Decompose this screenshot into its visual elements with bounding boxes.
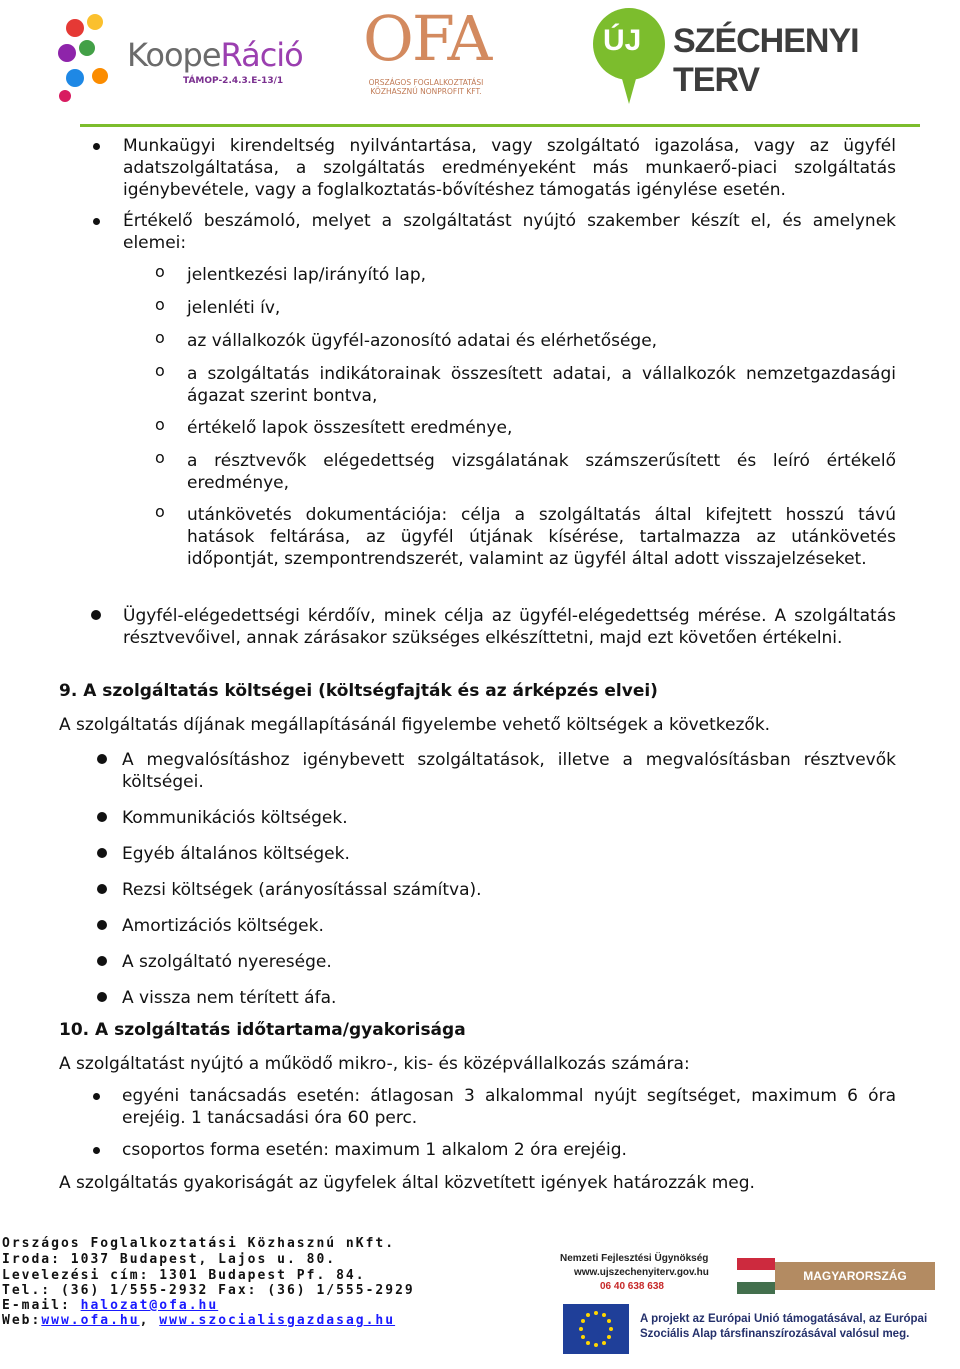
footer-email-row [2, 1298, 218, 1313]
list-item: Ügyfél-elégedettségi kérdőív, minek célja az ügyfél-elégedettség mérése. A szolgáltatás résztvevőivel, annak zárásakor szükséges elkészíttetni, majd ezt követően értékelni. [123, 606, 896, 648]
bullet-icon [97, 848, 107, 858]
list-item: egyéni tanácsadás esetén: átlagosan 3 alkalommal nyújt segítséget, maximum 6 óra erejéig. 1 tanácsadási óra 60 perc. [122, 1086, 896, 1128]
ring-bullet-icon: o [155, 502, 165, 521]
magyarorszag-megujul-banner: MAGYARORSZÁG MEGÚJUL [775, 1262, 935, 1290]
bullet-icon [97, 884, 107, 894]
bullet-icon [93, 218, 100, 225]
page-footer [0, 1230, 960, 1369]
ofa-wordmark: OFA [363, 2, 491, 75]
list-item: Rezsi költségek (arányosítással számítva). [122, 880, 482, 900]
sub-list-item: az vállalkozók ügyfél-azonosító adatai és elérhetősége, [187, 331, 658, 351]
sub-list-item: a résztvevők elégedettség vizsgálatának számszerűsített és leíró értékelő eredménye, [187, 451, 896, 493]
bullet-icon [91, 610, 101, 620]
list-item: Munkaügyi kirendeltség nyilvántartása, vagy szolgáltató igazolása, vagy az ügyfél adatszolgáltatása, a szolgáltatás eredményeként más munkaerő-piaci szolgáltatás igénybevétele, vagy a foglalkoztatás-bővítéshez támogatás igénylése esetén. [123, 136, 896, 200]
bullet-icon [97, 754, 107, 764]
eu-flag-icon [563, 1304, 629, 1354]
nfu-url: www.ujszechenyiterv.gov.hu [574, 1267, 709, 1278]
nfu-title: Nemzeti Fejlesztési Ügynökség [560, 1253, 709, 1264]
ring-bullet-icon: o [155, 295, 165, 314]
ring-bullet-icon: o [155, 415, 165, 434]
sub-list-item: értékelő lapok összesített eredménye, [187, 418, 513, 438]
footer-email-link[interactable]: halozat@ofa.hu [80, 1298, 219, 1313]
kooperacio-logo [55, 8, 303, 108]
footer-web-link-szocialis[interactable]: www.szocialisgazdasag.hu [159, 1313, 396, 1328]
eu-support-text: A projekt az Európai Unió támogatásával, az Európai Szociális Alap társfinanszírozásával valósul meg. [640, 1313, 928, 1340]
footer-phone: Tel.: (36) 1/555-2932 Fax: (36) 1/555-2929 [2, 1283, 415, 1298]
footer-web-separator: , [139, 1313, 160, 1328]
hungary-flag-icon [737, 1258, 775, 1294]
szechenyi-terv-logo [593, 8, 923, 108]
szechenyi-uj: ÚJ [603, 24, 642, 57]
nfu-block [560, 1252, 709, 1294]
ring-bullet-icon: o [155, 361, 165, 380]
footer-email-label: E-mail: [2, 1298, 81, 1313]
list-item: Egyéb általános költségek. [122, 844, 350, 864]
section-heading: 10. A szolgáltatás időtartama/gyakorisága [59, 1020, 466, 1040]
ring-bullet-icon: o [155, 448, 165, 467]
footer-org: Országos Foglalkoztatási Közhasznú nKft. [2, 1236, 396, 1251]
section-intro: A szolgáltatás díjának megállapításánál figyelembe vehető költségek a következők. [59, 715, 771, 735]
sub-list-item: utánkövetés dokumentációja: célja a szolgáltatás által kifejtett hosszú távú hatások feltárása, az ügyfél útjának kísérése, tartalmazza az utánkövetés időpontját, szempontrendszerét, valamint az ügyfél által adott visszajelzéseket. [187, 505, 896, 569]
section-intro: A szolgáltatást nyújtó a működő mikro-, kis- és középvállalkozás számára: [59, 1054, 690, 1074]
bullet-icon [93, 1147, 100, 1154]
list-item: A megvalósításhoz igénybevett szolgáltatások, illetve a megvalósításban résztvevők költségei. [122, 750, 896, 792]
bullet-icon [97, 956, 107, 966]
footer-address: Iroda: 1037 Budapest, Lajos u. 80. [2, 1252, 337, 1267]
list-item: Értékelő beszámoló, melyet a szolgáltatást nyújtó szakember készít el, és amelynek elemei: [123, 211, 896, 253]
kooperacio-wordmark: KoopeRáció [127, 36, 303, 74]
bullet-icon [97, 992, 107, 1002]
footer-web-label: Web: [2, 1313, 42, 1328]
ofa-logo [355, 2, 495, 107]
sub-list-item: jelentkezési lap/irányító lap, [187, 265, 427, 285]
ofa-subtitle: ORSZÁGOS FOGLALKOZTATÁSI KÖZHASZNÚ NONPROFIT KFT. [368, 78, 484, 96]
footer-web-row [2, 1313, 395, 1328]
list-item: csoportos forma esetén: maximum 1 alkalom 2 óra erejéig. [122, 1140, 627, 1160]
bullet-icon [97, 812, 107, 822]
bullet-icon [93, 1093, 100, 1100]
footer-web-link-ofa[interactable]: www.ofa.hu [41, 1313, 140, 1328]
stars-icon [55, 8, 125, 108]
list-item: Kommunikációs költségek. [122, 808, 348, 828]
page-header [0, 0, 960, 130]
list-item: A vissza nem térített áfa. [122, 988, 337, 1008]
bullet-icon [93, 143, 100, 150]
header-divider [80, 124, 920, 127]
szechenyi-wordmark: SZÉCHENYI TERV [673, 22, 859, 99]
list-item: Amortizációs költségek. [122, 916, 324, 936]
footer-postal: Levelezési cím: 1301 Budapest Pf. 84. [2, 1268, 366, 1283]
section-heading: 9. A szolgáltatás költségei (költségfajták és az árképzés elvei) [59, 681, 658, 701]
nfu-phone: 06 40 638 638 [600, 1281, 664, 1292]
bullet-icon [97, 920, 107, 930]
sub-list-item: a szolgáltatás indikátorainak összesített adatai, a vállalkozók nemzetgazdasági ágazat szerint bontva, [187, 364, 896, 406]
tamop-code: TÁMOP-2.4.3.E-13/1 [183, 76, 284, 86]
section-closing: A szolgáltatás gyakoriságát az ügyfelek által közvetített igények határozzák meg. [59, 1173, 755, 1193]
ring-bullet-icon: o [155, 262, 165, 281]
ring-bullet-icon: o [155, 328, 165, 347]
list-item: A szolgáltató nyeresége. [122, 952, 332, 972]
sub-list-item: jelenléti ív, [187, 298, 281, 318]
